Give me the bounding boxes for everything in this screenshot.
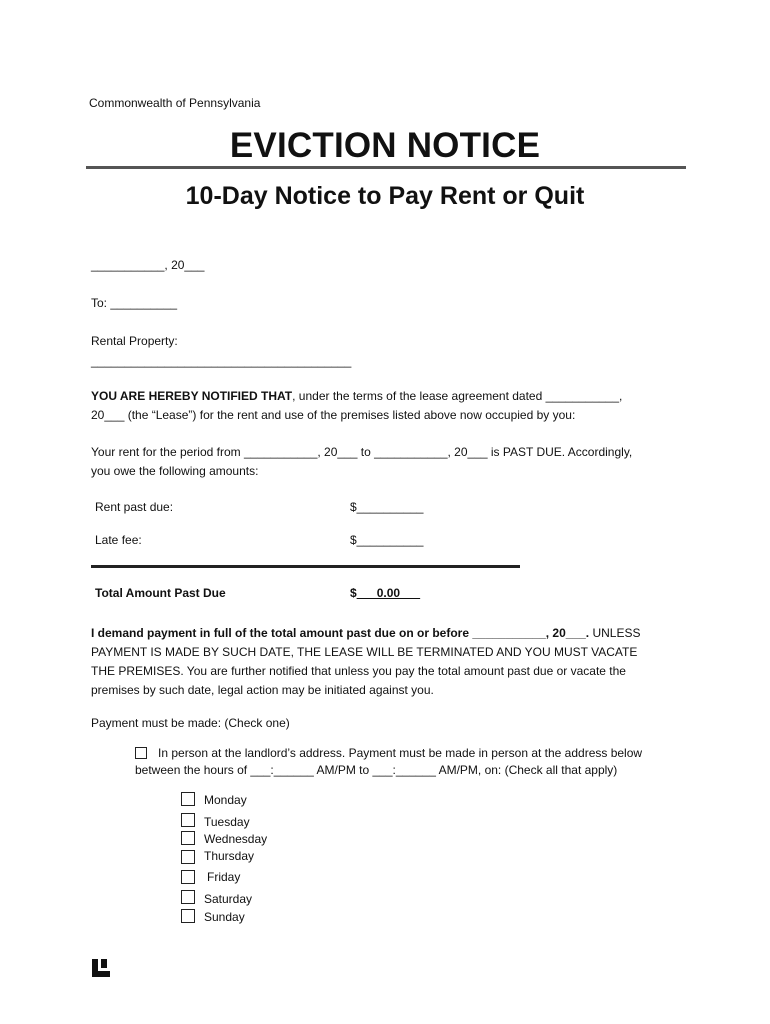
total-rule <box>91 565 520 568</box>
in-person-checkbox[interactable] <box>135 747 147 759</box>
sunday-label: Sunday <box>204 910 245 924</box>
monday-label: Monday <box>204 793 247 807</box>
wednesday-label: Wednesday <box>204 832 268 846</box>
rent-past-due-label: Rent past due: <box>95 500 174 514</box>
total-label: Total Amount Past Due <box>95 586 226 600</box>
total-currency: $ <box>350 586 357 600</box>
late-fee-label: Late fee: <box>95 533 142 547</box>
wednesday-checkbox[interactable] <box>181 831 195 845</box>
saturday-label: Saturday <box>204 892 253 906</box>
demand-line-1-rest: UNLESS <box>589 626 641 640</box>
document-title: EVICTION NOTICE <box>229 126 541 165</box>
demand-line-3: THE PREMISES. You are further notified that unless you pay the total amount past due or vacate the <box>91 664 626 678</box>
friday-checkbox[interactable] <box>181 870 195 884</box>
monday-checkbox[interactable] <box>181 792 195 806</box>
notice-line-2: 20___ (the “Lease”) for the rent and use of the premises listed above now occupied by you: <box>91 408 576 422</box>
demand-line-2: PAYMENT IS MADE BY SUCH DATE, THE LEASE WILL BE TERMINATED AND YOU MUST VACATE <box>91 645 638 659</box>
payment-label: Payment must be made: (Check one) <box>91 716 290 730</box>
saturday-checkbox[interactable] <box>181 890 195 904</box>
tuesday-label: Tuesday <box>204 815 250 829</box>
rent-past-due-value: $__________ <box>350 500 424 514</box>
thursday-label: Thursday <box>204 849 255 863</box>
demand-line-1 <box>91 624 641 643</box>
date-field: ___________, 20___ <box>91 258 205 272</box>
to-field: To: __________ <box>91 296 178 310</box>
in-person-line-2: between the hours of ___:______ AM/PM to ___:______ AM/PM, on: (Check all that apply) <box>135 763 618 777</box>
late-fee-value: $__________ <box>350 533 424 547</box>
thursday-checkbox[interactable] <box>181 850 195 864</box>
rent-period-line-1: Your rent for the period from ___________, 20___ to ___________, 20___ is PAST DUE. Accordingly, <box>91 445 633 459</box>
total-amount: ___0.00___ <box>356 586 421 600</box>
rental-property-line: _______________________________________ <box>91 354 352 368</box>
friday-label: Friday <box>207 870 241 884</box>
notice-line-1 <box>91 387 622 406</box>
tuesday-checkbox[interactable] <box>181 813 195 827</box>
total-value <box>350 584 420 603</box>
rent-period-line-2: you owe the following amounts: <box>91 464 259 478</box>
notice-lead: YOU ARE HEREBY NOTIFIED THAT <box>91 389 293 403</box>
jurisdiction: Commonwealth of Pennsylvania <box>89 96 261 110</box>
sunday-checkbox[interactable] <box>181 909 195 923</box>
brand-logo-icon <box>92 959 110 977</box>
demand-bold: I demand payment in full of the total amount past due on or before ___________, 20___. <box>91 626 590 640</box>
rental-property-label: Rental Property: <box>91 334 178 348</box>
demand-line-4: premises by such date, legal action may be initiated against you. <box>91 683 434 697</box>
in-person-line-1: In person at the landlord’s address. Payment must be made in person at the address below <box>158 746 643 760</box>
notice-line-1-rest: , under the terms of the lease agreement dated ___________, <box>292 389 623 403</box>
title-rule <box>86 166 686 169</box>
document-subtitle: 10-Day Notice to Pay Rent or Quit <box>185 182 585 210</box>
